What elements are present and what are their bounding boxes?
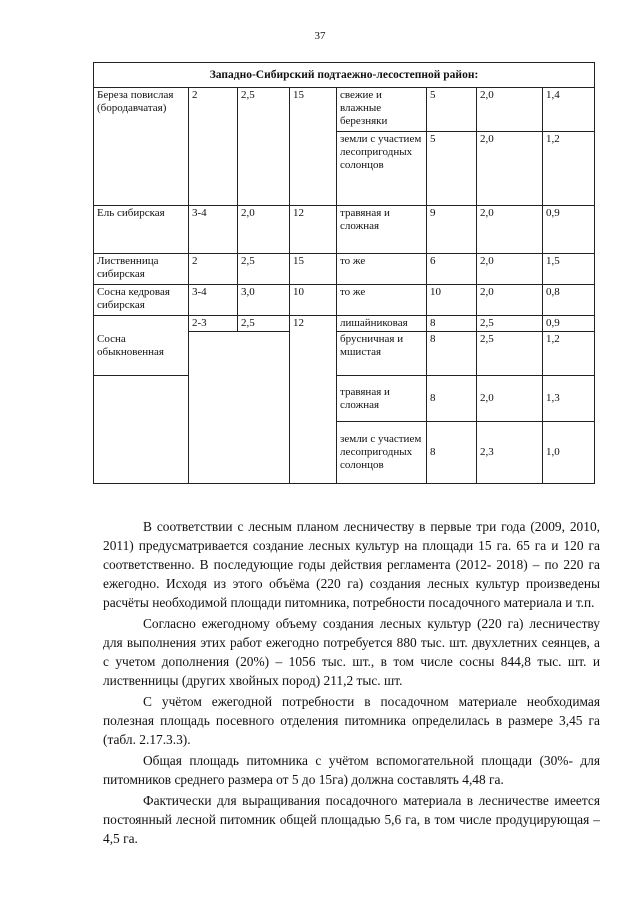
table-cell: 2,5 xyxy=(238,316,290,332)
table-cell: 10 xyxy=(427,285,477,316)
table-cell: 1,2 xyxy=(543,132,595,206)
table-cell: 2-3 xyxy=(189,316,238,332)
species-cell: Береза повислая (бородавчатая) xyxy=(94,88,189,206)
body-text xyxy=(103,517,600,848)
table-cell: 2 xyxy=(189,88,238,206)
table-cell: 3-4 xyxy=(189,285,238,316)
paragraph: Согласно ежегодному объему создания лесных культур (220 га) лесничеству для выполнения этих работ ежегодно потребуется 880 тыс. шт. двухлетних сеянцев, а с учетом дополнения (20%) – 1056 тыс. шт., в том числе сосны 844,8 тыс. шт. и лиственницы (других хвойных пород) 211,2 тыс. шт. xyxy=(103,616,600,688)
table-cell: 2,0 xyxy=(477,206,543,254)
paragraph: С учётом ежегодной потребности в посадочном материале необходимая полезная площадь посевного отделения питомника определилась в размере 3,45 га (табл. 2.17.3.3). xyxy=(103,694,600,747)
table-cell: 9 xyxy=(427,206,477,254)
table-cell: 2,5 xyxy=(477,316,543,332)
paragraph: Фактически для выращивания посадочного материала в лесничестве имеется постоянный лесной питомник общей площадью 5,6 га, в том числе продуцирующая – 4,5 га. xyxy=(103,793,600,846)
table-cell: 1,4 xyxy=(543,88,595,132)
table-cell: 2,0 xyxy=(477,132,543,206)
table-cell: 1,0 xyxy=(543,422,595,484)
species-cell: Сосна обыкновенная xyxy=(94,316,189,376)
table-cell: 2,3 xyxy=(477,422,543,484)
table-cell: 2,0 xyxy=(477,285,543,316)
species-cell: Лиственница сибирская xyxy=(94,254,189,285)
table-cell: 8 xyxy=(427,376,477,422)
forest-type-cell: то же xyxy=(337,285,427,316)
table-cell-empty xyxy=(94,376,189,484)
forest-type-cell: то же xyxy=(337,254,427,285)
forest-type-cell: земли с участием лесопригодных солонцов xyxy=(337,132,427,206)
species-cell: Ель сибирская xyxy=(94,206,189,254)
species-cell: Сосна кедровая сибирская xyxy=(94,285,189,316)
table-cell: 15 xyxy=(290,88,337,206)
table-cell-empty xyxy=(189,332,290,484)
table-cell: 2,0 xyxy=(477,254,543,285)
page-number: 37 xyxy=(314,30,326,42)
table-cell: 1,3 xyxy=(543,376,595,422)
table-cell: 6 xyxy=(427,254,477,285)
forest-type-cell: брусничная и мшистая xyxy=(337,332,427,376)
table-cell: 0,9 xyxy=(543,316,595,332)
table-cell: 8 xyxy=(427,332,477,376)
table-cell: 1,5 xyxy=(543,254,595,285)
table-cell: 2,0 xyxy=(238,206,290,254)
seedling-standards-table xyxy=(93,62,595,484)
table-cell: 8 xyxy=(427,316,477,332)
table-cell: 8 xyxy=(427,422,477,484)
forest-type-cell: земли с участием лесопригодных солонцов xyxy=(337,422,427,484)
table-cell: 0,9 xyxy=(543,206,595,254)
table-cell: 2,0 xyxy=(477,88,543,132)
table-cell: 2,5 xyxy=(238,254,290,285)
table-cell: 5 xyxy=(427,88,477,132)
table-cell: 1,2 xyxy=(543,332,595,376)
forest-type-cell: травяная и сложная xyxy=(337,206,427,254)
table-cell: 3,0 xyxy=(238,285,290,316)
forest-type-cell: лишайниковая xyxy=(337,316,427,332)
forest-type-cell: травяная и сложная xyxy=(337,376,427,422)
forest-type-cell: свежие и влажные березняки xyxy=(337,88,427,132)
table-cell: 2,5 xyxy=(477,332,543,376)
table-cell: 5 xyxy=(427,132,477,206)
table-cell: 2,0 xyxy=(477,376,543,422)
table-cell: 0,8 xyxy=(543,285,595,316)
table-cell: 10 xyxy=(290,285,337,316)
table-cell: 3-4 xyxy=(189,206,238,254)
table-cell: 2,5 xyxy=(238,88,290,206)
table-caption: Западно-Сибирский подтаежно-лесостепной район: xyxy=(94,63,595,88)
paragraph: В соответствии с лесным планом лесничеству в первые три года (2009, 2010, 2011) предусматривается создание лесных культур на площади 15 га. 65 га и 120 га соответственно. В последующие годы действия регламента (2012- 2018) – по 220 га ежегодно. Исходя из этого объёма (220 га) создания лесных культур произведены расчёты необходимой площади питомника, потребности посадочного материала и т.п. xyxy=(103,519,600,610)
table-cell: 15 xyxy=(290,254,337,285)
table-cell: 12 xyxy=(290,206,337,254)
table-cell: 2 xyxy=(189,254,238,285)
paragraph: Общая площадь питомника с учётом вспомогательной площади (30%- для питомников среднего размера от 5 до 15га) должна составлять 4,48 га. xyxy=(103,753,600,787)
table-cell: 12 xyxy=(290,316,337,484)
